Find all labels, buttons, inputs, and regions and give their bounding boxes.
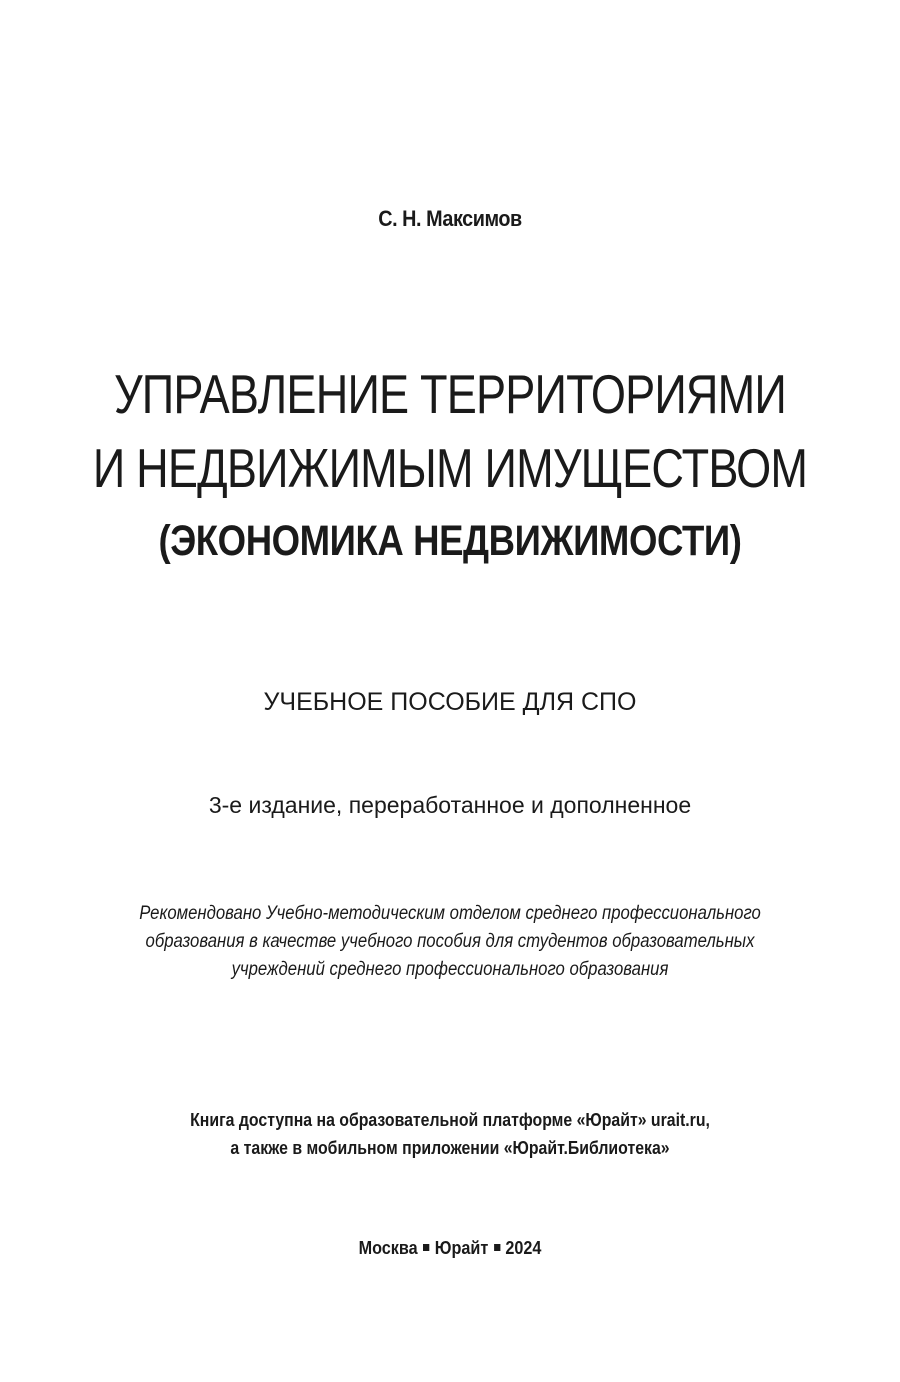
- book-subtitle: (ЭКОНОМИКА НЕДВИЖИМОСТИ): [158, 517, 742, 565]
- book-title-line-1: УПРАВЛЕНИЕ ТЕРРИТОРИЯМИ: [113, 363, 787, 425]
- separator-square-icon: [494, 1244, 500, 1251]
- imprint-publisher: Юрайт: [434, 1238, 489, 1258]
- imprint-city: Москва: [358, 1238, 418, 1258]
- author-name: С. Н. Максимов: [378, 206, 522, 231]
- recommendation-line-2: образования в качестве учебного пособия для студентов образовательных: [145, 931, 755, 952]
- book-type: УЧЕБНОЕ ПОСОБИЕ ДЛЯ СПО: [263, 688, 637, 716]
- book-title-line-2: И НЕДВИЖИМЫМ ИМУЩЕСТВОМ: [92, 437, 808, 499]
- availability-line-1: Книга доступна на образовательной платформе «Юрайт» urait.ru,: [190, 1110, 710, 1130]
- availability-line-2: а также в мобильном приложении «Юрайт.Библиотека»: [230, 1138, 670, 1158]
- imprint-year: 2024: [505, 1238, 542, 1258]
- recommendation-line-3: учреждений среднего профессионального образования: [231, 959, 669, 980]
- recommendation-line-1: Рекомендовано Учебно-методическим отделом среднего профессионального: [139, 903, 761, 924]
- imprint: [45, 1234, 855, 1262]
- edition-note: 3-е издание, переработанное и дополненное: [208, 792, 692, 818]
- separator-square-icon: [423, 1244, 429, 1251]
